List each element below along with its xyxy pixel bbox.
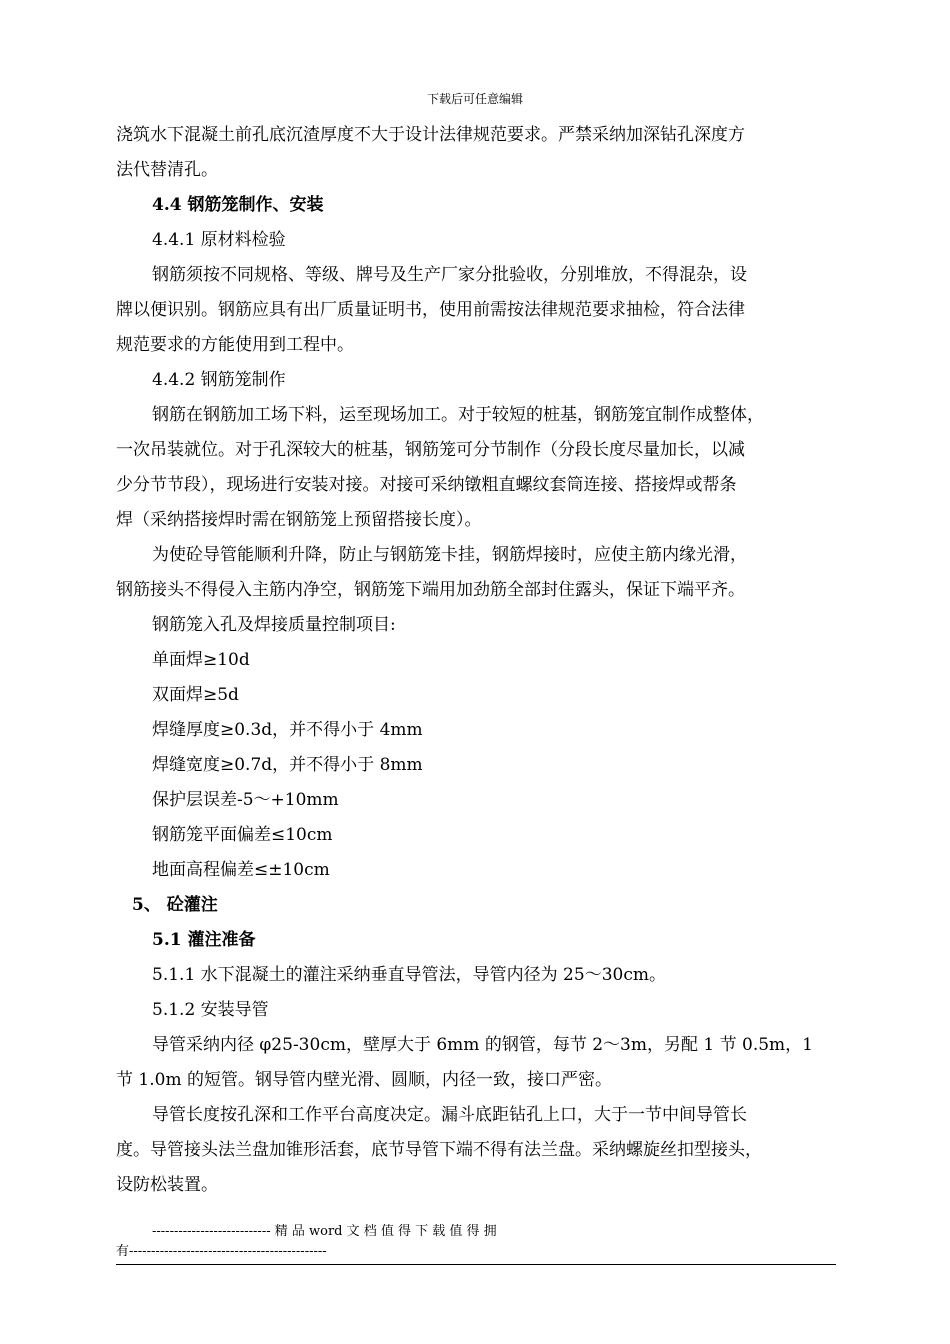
text-line: 浇筑水下混凝土前孔底沉渣厚度不大于设计法律规范要求。严禁采纳加深钻孔深度方 (116, 125, 745, 145)
spec-item: 地面高程偏差≤±10cm (152, 860, 330, 880)
text-line: 度。导管接头法兰盘加锥形活套，底节导管下端不得有法兰盘。采纳螺旋丝扣型接头， (116, 1140, 762, 1160)
heading-5: 5、 砼灌注 (132, 895, 218, 915)
text-line: 一次吊装就位。对于孔深较大的桩基，钢筋笼可分节制作（分段长度尽量加长，以减 (116, 440, 745, 460)
spec-item: 焊缝厚度≥0.3d，并不得小于 4mm (152, 720, 423, 740)
heading-4-4-1: 4.4.1 原材料检验 (152, 230, 286, 250)
paragraph-welding (116, 538, 836, 608)
text-line: 焊（采纳搭接焊时需在钢筋笼上预留搭接长度）。 (116, 510, 482, 530)
footer-line: 有--------------------------------------------- (116, 1244, 327, 1259)
text-line: 钢筋在钢筋加工场下料，运至现场加工。对于较短的桩基，钢筋笼宜制作成整体， (152, 405, 764, 425)
paragraph-sediment (116, 118, 836, 188)
spec-item: 焊缝宽度≥0.7d，并不得小于 8mm (152, 755, 423, 775)
text-line: 为使砼导管能顺利升降，防止与钢筋笼卡挂，钢筋焊接时，应使主筋内缘光滑， (152, 545, 747, 565)
spec-item: 保护层误差-5～+10mm (152, 790, 339, 810)
heading-4-4-2: 4.4.2 钢筋笼制作 (152, 370, 286, 390)
heading-5-1: 5.1 灌注准备 (152, 930, 256, 950)
paragraph-quality-items: 钢筋笼入孔及焊接质量控制项目: (152, 615, 396, 635)
paragraph-material-inspection (116, 258, 836, 363)
text-line: 钢筋须按不同规格、等级、牌号及生产厂家分批验收，分别堆放，不得混杂，设 (152, 265, 747, 285)
spec-item: 钢筋笼平面偏差≤10cm (152, 825, 333, 845)
header-note: 下载后可任意编辑 (426, 92, 523, 106)
text-line: 牌以便识别。钢筋应具有出厂质量证明书，使用前需按法律规范要求抽检，符合法律 (116, 300, 745, 320)
heading-4-4: 4.4 钢筋笼制作、安装 (152, 195, 324, 215)
paragraph-pipe-length (116, 1098, 836, 1203)
paragraph-pipe-spec (116, 1028, 836, 1098)
footer-divider (116, 1264, 836, 1265)
text-line: 法代替清孔。 (116, 160, 218, 180)
paragraph-cage-fabrication (116, 398, 836, 538)
spec-item: 单面焊≥10d (152, 650, 250, 670)
text-line: 规范要求的方能使用到工程中。 (116, 335, 354, 355)
text-line: 节 1.0m 的短管。钢导管内壁光滑、圆顺，内径一致，接口严密。 (116, 1070, 612, 1090)
text-line: 导管采纳内径 φ25-30cm，壁厚大于 6mm 的钢管，每节 2～3m，另配 1 节 0.5m，1 (152, 1035, 813, 1055)
text-line: 钢筋接头不得侵入主筋内净空，钢筋笼下端用加劲筋全部封住露头，保证下端平齐。 (116, 580, 745, 600)
heading-5-1-2: 5.1.2 安装导管 (152, 1000, 269, 1020)
text-line: 导管长度按孔深和工作平台高度决定。漏斗底距钻孔上口，大于一节中间导管长 (152, 1105, 747, 1125)
footer-watermark (116, 1222, 836, 1262)
footer-line: --------------------------- 精 品 word 文 档 值 得 下 载 值 得 拥 (152, 1224, 497, 1239)
text-line: 少分节节段），现场进行安装对接。对接可采纳镦粗直螺纹套筒连接、搭接焊或帮条 (116, 475, 737, 495)
document-body (116, 118, 836, 1203)
spec-item: 双面焊≥5d (152, 685, 239, 705)
paragraph-5-1-1: 5.1.1 水下混凝土的灌注采纳垂直导管法，导管内径为 25～30cm。 (152, 965, 666, 985)
text-line: 设防松装置。 (116, 1175, 218, 1195)
